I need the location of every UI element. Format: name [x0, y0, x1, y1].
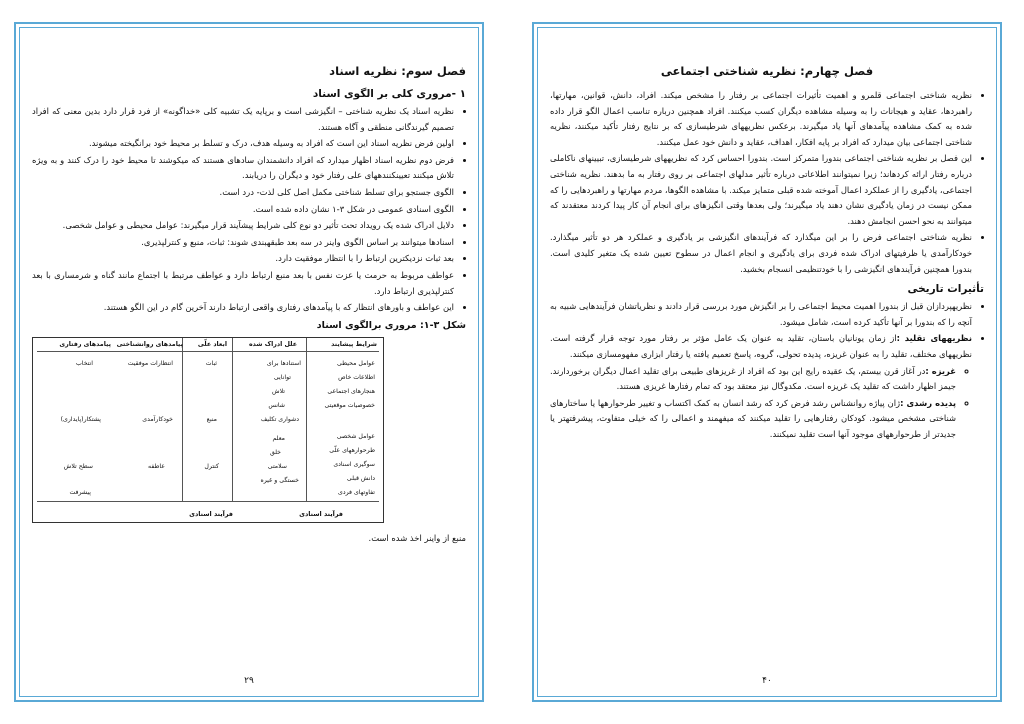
figure-process-label: فرآیند اسنادی [189, 509, 233, 518]
bullet-list [550, 88, 984, 277]
figure-cell: خودکارآمدی [142, 415, 173, 423]
right-page [532, 22, 1002, 702]
list-item: • فرض دوم نظریه اسناد اظهار میدارد که افراد دانشمندان سادهای هستند که میکوشند تا محیط خود را درک کنند و به ویژه تلاش میکنند تعیینکنندههای علی رفتار خود و دیگران را دریابند. [32, 153, 454, 184]
figure-cell: اطلاعات خاص [338, 373, 375, 381]
list-item-text: از زمان یونانیان باستان، تقلید به عنوان یک عامل مؤثر بر رفتار مورد توجه قرار گرفته است. نظریههای مختلف، تقلید را به عنوان غریزه، پدیده تحولی، گروه، پاسخ تعمیم یافته یا رفتار ابزاری مفهومسازی میکنند. [550, 333, 972, 359]
figure-divider [37, 351, 379, 352]
list-item [550, 299, 972, 330]
figure-cell: خستگی و غیره [260, 476, 299, 484]
list-item: • اسنادها میتوانند بر اساس الگوی واینر در سه بعد طبقهبندی شوند: ثبات، منبع و کنترلپذیری. [32, 235, 454, 251]
figure-cell: تفاوتهای فردی [338, 488, 375, 496]
figure-divider [232, 338, 233, 502]
figure-cell: عاطفه [148, 462, 165, 470]
figure-cell: خصوصیات موقعیتی [324, 401, 375, 409]
figure-cell: منبع [206, 415, 217, 423]
list-item-text: ژان پیاژه روانشناس رشد فرض کرد که رشد انسان به کمک اکتساب و تغییر طرحوارهها یا ساختارهای شناختی مشخص میشود. کودکان رفتارهایی را تقلید میکنند که میفهمند و اعمالی را که خیلی متفاوت، پیشرفتهتر یا جدیدتر از طرحوارههای موجود آنها است تقلید نمیکنند. [550, 397, 956, 439]
list-item: • نظریه شناختی اجتماعی فرض را بر این میگذارد که فرآیندهای انگیزشی بر یادگیری و عملکرد هر دو تأثیر میگذارد. خودکارآمدی یا ظرفیتهای ادراک شده فردی برای یادگیری و انجام اعمال در سطوح تعیین شده یک متغیر کلیدی است. بندورا همچنین فرآیندهای انگیزشی را با خودتنظیمی انسجام بخشید. [550, 230, 972, 277]
figure-cell: طرحوارههای علّی [329, 446, 375, 454]
chapter-title: فصل سوم: نظریه اسناد [329, 64, 466, 78]
bullet-list [550, 299, 984, 442]
figure-cell: خلق [269, 448, 281, 456]
bullet-list [32, 104, 466, 316]
chapter-title: فصل چهارم: نظریه شناختی اجتماعی [660, 64, 874, 78]
list-item: • بعد ثبات نزدیکترین ارتباط را با انتظار موفقیت دارد. [32, 251, 454, 267]
figure-cell: معلم [272, 434, 285, 442]
figure-divider [37, 501, 379, 502]
sub-list-item [550, 396, 956, 443]
figure-divider [306, 338, 307, 502]
attribution-model-figure [32, 337, 384, 523]
list-item: • نظریه اسناد یک نظریه شناختی – انگیزشی است و برپایه یک تشبیه کلی «خداگونه» از فرد قرار دارد بدین معنی که افراد تصمیم گیرندگانی منطقی و آگاه هستند. [32, 104, 454, 135]
page-number: ۲۹ [244, 676, 254, 686]
figure-caption: شکل ۳-۱: مروری برالگوی اسناد [316, 319, 466, 331]
figure-cell: شانس [268, 401, 285, 409]
right-page-content [550, 64, 984, 664]
figure-cell: سلامتی [267, 462, 287, 470]
sub-bullet-list [550, 364, 972, 443]
figure-cell: انتظارات موفقیت [127, 359, 173, 367]
figure-divider [182, 338, 183, 502]
page-number: ۴۰ [762, 676, 772, 686]
figure-cell: دانش قبلی [346, 474, 375, 482]
list-item: • نظریه شناختی اجتماعی قلمرو و اهمیت تأثیرات اجتماعی بر رفتار را مشخص میکند. افراد، دانش، قوانین، مهارتها، راهبردها، عقاید و هیجانات را به وسیله مشاهده دیگران کسب میکنند. افراد همچنین درباره تناسب اعمال الگو قرار داده شده به کمک مشاهده پیآمدهای آنها یاد میگیرند. برعکس نظریههای شرطیسازی که بر نتایج رفتار تأکید میکنند، نظریه شناختی اجتماعی بیان میدارد که افراد بر پایه افکار، اهداف، عقاید و دانش خود عمل میکنند. [550, 88, 972, 150]
figure-cell: کنترل [204, 462, 219, 470]
left-page [14, 22, 484, 702]
list-item-text: در آغاز قرن بیستم، یک عقیده رایج این بود که افراد از غریزهای طبیعی برای تقلید اعمال دیگران برخوردارند. جیمز اظهار داشت که تقلید یک غریزه است. مکدوگال نیز معتقد بود که تمام رفتارها غریزی هستند. [550, 365, 956, 392]
list-item: • دلایل ادراک شده یک رویداد تحت تأثیر دو نوع کلی شرایط پیشآیند قرار میگیرند: عوامل محیطی و عوامل شخصی. [32, 218, 454, 234]
figure-cell: توانایی [273, 373, 291, 381]
figure-cell: عوامل محیطی [337, 359, 375, 367]
figure-header: پیامدهای روانشناختی [116, 340, 183, 348]
term-label: پدیده رشدی : [900, 397, 956, 408]
figure-cell: پشتکار(پایداری) [60, 415, 101, 423]
list-item [550, 331, 972, 442]
figure-cell: پیشرفت [69, 488, 91, 496]
list-item-text: نظریهپردازان قبل از بندورا اهمیت محیط اجتماعی را بر انگیزش مورد بررسی قرار دادند و نظریاتشان فرآیندهایی شبیه به آنچه را که بندورا بر آنها تأکید کرده است، شامل میشود. [550, 301, 972, 327]
figure-process-label: فرآیند اسنادی [299, 509, 343, 518]
figure-cell: سطح تلاش [63, 462, 93, 470]
sub-list-item [550, 364, 956, 395]
figure-header: پیامدهای رفتاری [59, 340, 111, 348]
list-item: • الگوی اسنادی عمومی در شکل ۳-۱ نشان داده شده است. [32, 202, 454, 218]
figure-header: ابعاد علّی [197, 340, 227, 348]
figure-header: شرایط پیشایند [331, 340, 377, 348]
figure-source: منبع از واینر اخذ شده است. [368, 532, 466, 543]
list-item: • الگوی جستجو برای تسلط شناختی مکمل اصل کلی لذت- درد است. [32, 185, 454, 201]
figure-cell: دشواری تکلیف [260, 415, 299, 423]
figure-cell: انتخاب [75, 359, 93, 367]
section-title: ۱ -مروری کلی بر الگوی اسناد [312, 88, 466, 100]
figure-cell: تلاش [272, 387, 285, 395]
list-item: • اولین فرض نظریه اسناد این است که افراد به وسیله هدف، درک و تسلط بر محیط خود برانگیخته میشوند. [32, 136, 454, 152]
list-item: • این فصل بر نظریه شناختی اجتماعی بندورا متمرکز است. بندورا احساس کرد که نظریههای شرطیسازی، تبیینهای ناکاملی درباره رفتار ارائه کردهاند؛ زیرا نمیتوانند اطلاعاتی درباره تأثیر مدلهای اجتماعی بر روی رفتار به ما بدهند. نظریه شناختی اجتماعی، یادگیری را از عملکرد اعمال آموخته شده قبلی متمایز میکند. با مشاهده الگوها، مردم مهارتها و راهبردهایی را که ممکن نیست در زمان یادگیری نشان دهند یاد میگیرند؛ ولی بعدها وقتی انگیزهای برای انجام آن کار پیدا کردند معتقدند که میتوانند به نحو احسن انجامش دهند. [550, 151, 972, 229]
figure-cell: استنادها برای [266, 359, 301, 367]
figure-cell: هنجارهای اجتماعی [327, 387, 375, 395]
list-item: • این عواطف و باورهای انتظار که با پیآمدهای رفتاری واقعی ارتباط دارند آخرین گام در این الگو هستند. [32, 300, 454, 316]
figure-cell: ثبات [205, 359, 217, 367]
figure-cell: عوامل شخصی [336, 432, 375, 440]
term-label: غریزه : [925, 365, 956, 376]
term-label: نظریههای تقلید : [896, 333, 972, 344]
figure-header: علل ادراک شده [248, 340, 297, 348]
figure-cell: سوگیری اسنادی [333, 460, 375, 468]
section-title: تأثیرات تاریخی [907, 283, 984, 296]
left-page-content [32, 64, 466, 664]
list-item: • عواطف مربوط به حرمت یا عزت نفس با بعد منبع ارتباط دارد و عواطف مرتبط با اجتماع مانند گناه و شرمساری با بعد کنترلپذیری ارتباط دارد. [32, 268, 454, 299]
